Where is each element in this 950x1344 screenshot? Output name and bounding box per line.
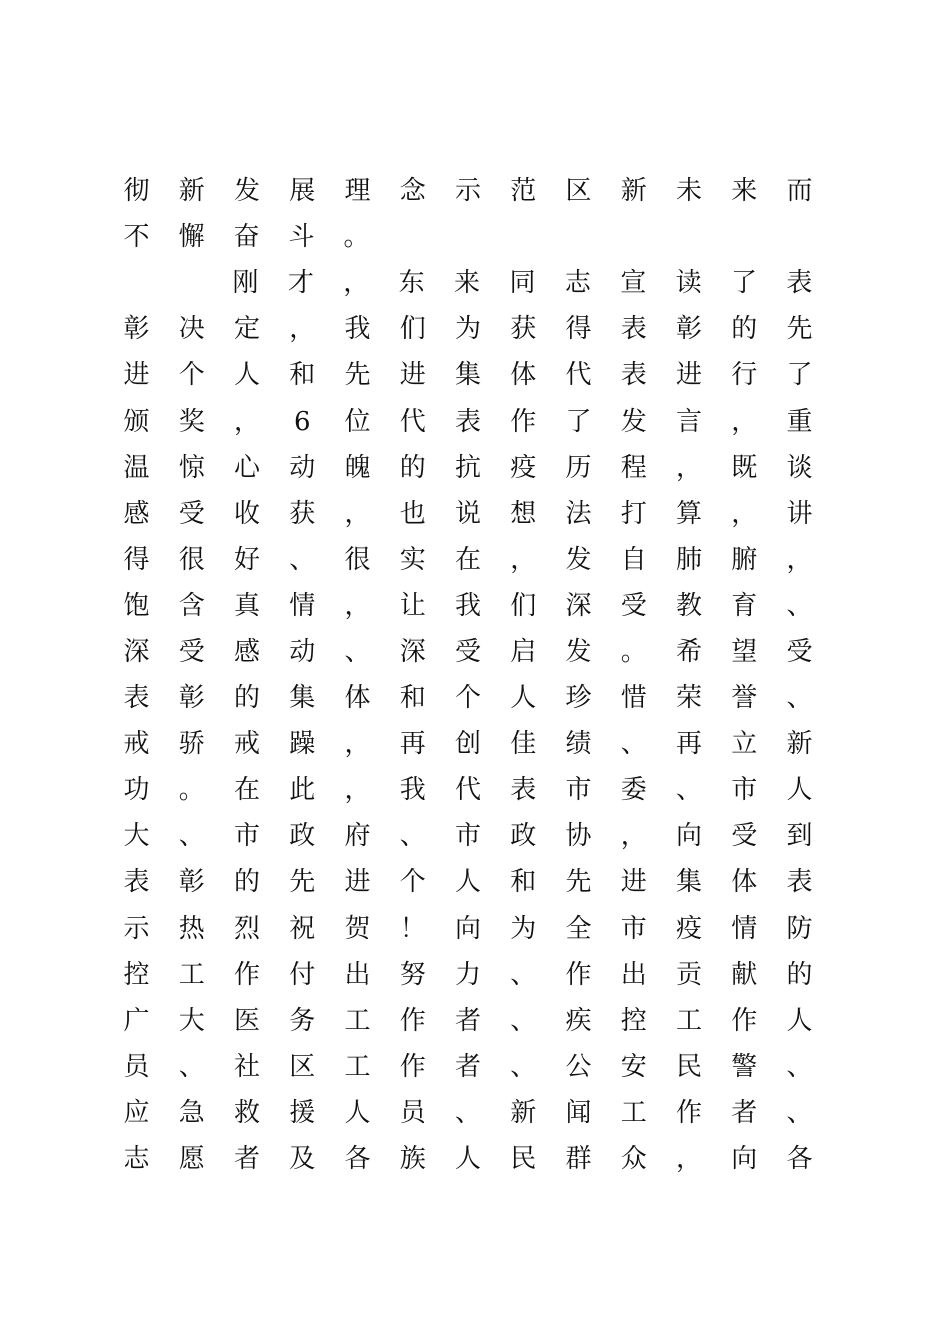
text-char: 表 xyxy=(510,775,537,806)
text-char: 再 xyxy=(675,729,702,760)
text-char: 受 xyxy=(178,636,205,667)
text-char: 者 xyxy=(454,1005,481,1036)
body-text xyxy=(123,168,813,1182)
text-char: 志 xyxy=(123,1144,150,1175)
text-char: 众 xyxy=(620,1144,647,1175)
text-char: 员 xyxy=(399,1097,426,1128)
text-char: 希 xyxy=(675,636,702,667)
text-char: 政 xyxy=(289,821,316,852)
text-char: 作 xyxy=(399,1051,426,1082)
text-char: 各 xyxy=(786,1144,813,1175)
text-line xyxy=(123,352,813,398)
text-char: 先 xyxy=(786,314,813,345)
text-char: 动 xyxy=(289,452,316,483)
text-char: ， xyxy=(731,406,758,437)
text-char: 宣 xyxy=(620,268,647,299)
text-char: 实 xyxy=(399,544,426,575)
text-char: 彻 xyxy=(123,176,150,207)
text-char: 大 xyxy=(178,1005,205,1036)
text-char: 全 xyxy=(565,913,592,944)
text-char: 戒 xyxy=(233,729,260,760)
text-char: 荣 xyxy=(675,683,702,714)
text-char: 作 xyxy=(565,959,592,990)
text-char: 既 xyxy=(731,452,758,483)
text-line xyxy=(123,583,813,629)
text-line xyxy=(123,537,813,583)
text-char: 同 xyxy=(509,268,536,299)
text-char: 感 xyxy=(233,636,260,667)
text-char: 为 xyxy=(510,913,537,944)
text-char: 、 xyxy=(178,821,205,852)
text-char: 东 xyxy=(398,268,425,299)
text-char: 了 xyxy=(565,406,592,437)
text-char: 收 xyxy=(233,498,260,529)
text-char: ， xyxy=(344,775,371,806)
text-char: 算 xyxy=(675,498,702,529)
text-char: 作 xyxy=(731,1005,758,1036)
text-char: 彰 xyxy=(178,867,205,898)
text-char: 愿 xyxy=(178,1144,205,1175)
text-char: 自 xyxy=(620,544,647,575)
text-char: 受 xyxy=(178,498,205,529)
text-char: 作 xyxy=(399,1005,426,1036)
text-char: ， xyxy=(675,1144,702,1175)
text-char: ， xyxy=(731,498,758,529)
text-char: 市 xyxy=(620,913,647,944)
text-char: ！ xyxy=(399,913,426,944)
text-char: 教 xyxy=(675,590,702,621)
text-line xyxy=(123,306,813,352)
text-line xyxy=(123,1136,813,1182)
text-char: 行 xyxy=(731,360,758,391)
text-char: 绩 xyxy=(565,729,592,760)
text-char: 者 xyxy=(454,1051,481,1082)
text-char: 安 xyxy=(620,1051,647,1082)
text-char: 心 xyxy=(233,452,260,483)
text-char: 的 xyxy=(786,959,813,990)
text-char: 体 xyxy=(731,867,758,898)
text-char: 协 xyxy=(565,821,592,852)
text-char: 说 xyxy=(454,498,481,529)
text-char: ， xyxy=(233,406,260,437)
text-char: 功 xyxy=(123,775,150,806)
text-char: 深 xyxy=(123,636,150,667)
text-char: 工 xyxy=(620,1097,647,1128)
text-char: 、 xyxy=(399,821,426,852)
text-char: 、 xyxy=(786,683,813,714)
text-char: 腑 xyxy=(731,544,758,575)
text-char: 在 xyxy=(454,544,481,575)
text-char: 定 xyxy=(233,314,260,345)
text-char: 受 xyxy=(454,636,481,667)
text-char: 民 xyxy=(510,1144,537,1175)
text-char: 彰 xyxy=(123,314,150,345)
text-char: 发 xyxy=(565,636,592,667)
text-char: 代 xyxy=(565,360,592,391)
text-char: 戒 xyxy=(123,729,150,760)
text-char: 公 xyxy=(565,1051,592,1082)
text-char: 出 xyxy=(344,959,371,990)
text-char: 防 xyxy=(786,913,813,944)
text-char: 表 xyxy=(786,268,813,299)
text-char: 启 xyxy=(510,636,537,667)
text-char: 和 xyxy=(289,360,316,391)
text-char: 进 xyxy=(620,867,647,898)
text-char: 工 xyxy=(675,1005,702,1036)
text-char: ， xyxy=(289,314,316,345)
text-char: 深 xyxy=(565,590,592,621)
text-char: 志 xyxy=(564,268,591,299)
text-char: 作 xyxy=(233,959,260,990)
text-char: 、 xyxy=(510,1051,537,1082)
text-char: 广 xyxy=(123,1005,150,1036)
text-char: ， xyxy=(344,498,371,529)
text-char: 深 xyxy=(399,636,426,667)
text-line xyxy=(123,629,813,675)
text-char: 付 xyxy=(289,959,316,990)
text-char: 发 xyxy=(565,544,592,575)
text-char: 誉 xyxy=(731,683,758,714)
text-char: 来 xyxy=(731,176,758,207)
text-char: 我 xyxy=(344,314,371,345)
text-char: 彰 xyxy=(675,314,702,345)
text-char: 动 xyxy=(289,636,316,667)
text-char: 展 xyxy=(289,176,316,207)
text-line xyxy=(123,491,813,537)
text-char: 先 xyxy=(289,867,316,898)
text-char: 、 xyxy=(454,1097,481,1128)
text-char: 员 xyxy=(123,1051,150,1082)
text-char: 范 xyxy=(510,176,537,207)
text-char: ， xyxy=(620,821,647,852)
text-char: 集 xyxy=(289,683,316,714)
text-char: 及 xyxy=(289,1144,316,1175)
text-char: 斗 xyxy=(288,222,315,253)
text-char: 们 xyxy=(399,314,426,345)
text-char: 集 xyxy=(675,867,702,898)
text-char: 情 xyxy=(731,913,758,944)
text-char: 示 xyxy=(123,913,150,944)
text-char: 代 xyxy=(454,775,481,806)
text-char: 急 xyxy=(178,1097,205,1128)
text-char: 的 xyxy=(731,314,758,345)
text-char: 言 xyxy=(675,406,702,437)
text-line xyxy=(123,1090,813,1136)
text-char: 进 xyxy=(344,867,371,898)
text-char: 人 xyxy=(454,1144,481,1175)
text-char: 救 xyxy=(233,1097,260,1128)
text-char: 祝 xyxy=(289,913,316,944)
text-char: 新 xyxy=(786,729,813,760)
text-char: 魄 xyxy=(344,452,371,483)
text-char: 和 xyxy=(399,683,426,714)
text-char: ， xyxy=(786,544,813,575)
text-char: 贡 xyxy=(675,959,702,990)
text-char: 打 xyxy=(620,498,647,529)
text-char: 佳 xyxy=(510,729,537,760)
text-char: 作 xyxy=(510,406,537,437)
text-char: 很 xyxy=(344,544,371,575)
text-char: 程 xyxy=(620,452,647,483)
text-char: 未 xyxy=(675,176,702,207)
text-char: 为 xyxy=(454,314,481,345)
text-char: 人 xyxy=(786,1005,813,1036)
text-char: 了 xyxy=(731,268,758,299)
text-char: 疾 xyxy=(565,1005,592,1036)
text-char: 位 xyxy=(344,406,371,437)
text-char: 向 xyxy=(454,913,481,944)
text-char: 抗 xyxy=(454,452,481,483)
text-char: 躁 xyxy=(289,729,316,760)
text-line xyxy=(123,168,813,214)
text-char: 立 xyxy=(731,729,758,760)
text-char: 此 xyxy=(289,775,316,806)
text-char: 各 xyxy=(344,1144,371,1175)
text-char: ， xyxy=(675,452,702,483)
text-char: 表 xyxy=(454,406,481,437)
text-line xyxy=(123,1044,813,1090)
text-char: 彰 xyxy=(178,683,205,714)
text-char: 进 xyxy=(123,360,150,391)
text-char: 人 xyxy=(233,360,260,391)
text-char: 努 xyxy=(399,959,426,990)
text-char: 好 xyxy=(233,544,260,575)
text-char: 市 xyxy=(233,821,260,852)
text-char: 表 xyxy=(620,314,647,345)
text-char: ， xyxy=(343,268,370,299)
text-char: 表 xyxy=(620,360,647,391)
text-char: 、 xyxy=(620,729,647,760)
text-char: 医 xyxy=(233,1005,260,1036)
text-char: 控 xyxy=(620,1005,647,1036)
text-char: 新 xyxy=(178,176,205,207)
text-char: 市 xyxy=(731,775,758,806)
text-char: 表 xyxy=(123,683,150,714)
text-char: 想 xyxy=(510,498,537,529)
text-char: 应 xyxy=(123,1097,150,1128)
text-char: 来 xyxy=(454,268,481,299)
text-char: ， xyxy=(344,729,371,760)
text-char: 历 xyxy=(565,452,592,483)
text-char: 闻 xyxy=(565,1097,592,1128)
text-char: 谈 xyxy=(786,452,813,483)
text-char: 的 xyxy=(233,683,260,714)
text-char: 出 xyxy=(620,959,647,990)
text-char: 、 xyxy=(178,1051,205,1082)
text-char: 颁 xyxy=(123,406,150,437)
text-char: 控 xyxy=(123,959,150,990)
text-line xyxy=(123,214,813,260)
text-char: 获 xyxy=(289,498,316,529)
text-char: 温 xyxy=(123,452,150,483)
text-char: 区 xyxy=(289,1051,316,1082)
text-char: 、 xyxy=(786,1097,813,1128)
text-char: 表 xyxy=(786,867,813,898)
text-char: 力 xyxy=(454,959,481,990)
text-char: 让 xyxy=(399,590,426,621)
text-char: 大 xyxy=(123,821,150,852)
text-char: 奋 xyxy=(233,222,260,253)
text-char: 很 xyxy=(178,544,205,575)
text-char: 不 xyxy=(123,222,150,253)
text-char: 热 xyxy=(178,913,205,944)
text-char: 含 xyxy=(178,590,205,621)
text-char: 群 xyxy=(565,1144,592,1175)
text-char: 饱 xyxy=(123,590,150,621)
text-char: 到 xyxy=(786,821,813,852)
text-char: 、 xyxy=(510,1005,537,1036)
text-char: 民 xyxy=(675,1051,702,1082)
text-char: 、 xyxy=(510,959,537,990)
text-char: 惜 xyxy=(620,683,647,714)
text-char: 作 xyxy=(675,1097,702,1128)
text-char: 感 xyxy=(123,498,150,529)
text-char: 区 xyxy=(565,176,592,207)
text-line xyxy=(123,445,813,491)
text-char: 个 xyxy=(454,683,481,714)
text-char: 、 xyxy=(344,636,371,667)
text-char: 。 xyxy=(178,775,205,806)
text-char: 受 xyxy=(786,636,813,667)
text-char: 们 xyxy=(510,590,537,621)
text-char: ， xyxy=(510,544,537,575)
text-char: 市 xyxy=(454,821,481,852)
text-char: 刚 xyxy=(232,268,259,299)
text-char: 进 xyxy=(675,360,702,391)
text-char: 人 xyxy=(344,1097,371,1128)
text-char: 政 xyxy=(510,821,537,852)
text-char: 创 xyxy=(454,729,481,760)
text-line xyxy=(123,721,813,767)
text-char: 读 xyxy=(675,268,702,299)
text-char: 肺 xyxy=(675,544,702,575)
text-char: 体 xyxy=(510,360,537,391)
text-line xyxy=(123,767,813,813)
text-char: 疫 xyxy=(675,913,702,944)
text-char: 才 xyxy=(287,268,314,299)
text-char: 骄 xyxy=(178,729,205,760)
text-char: 望 xyxy=(731,636,758,667)
text-char: 真 xyxy=(233,590,260,621)
text-char: 得 xyxy=(565,314,592,345)
text-char: 示 xyxy=(454,176,481,207)
text-char: 、 xyxy=(786,590,813,621)
text-char: 族 xyxy=(399,1144,426,1175)
text-char: 向 xyxy=(731,1144,758,1175)
text-char: 市 xyxy=(565,775,592,806)
text-char: 懈 xyxy=(178,222,205,253)
text-char: 人 xyxy=(510,683,537,714)
text-char: 新 xyxy=(510,1097,537,1128)
text-line xyxy=(123,398,813,444)
text-line xyxy=(123,906,813,952)
text-line xyxy=(123,260,813,306)
text-char: 惊 xyxy=(178,452,205,483)
text-char: 育 xyxy=(731,590,758,621)
text-char: 我 xyxy=(399,775,426,806)
text-char: 体 xyxy=(344,683,371,714)
text-char: 者 xyxy=(731,1097,758,1128)
text-char: 。 xyxy=(620,636,647,667)
text-char: 我 xyxy=(454,590,481,621)
text-char: 疫 xyxy=(510,452,537,483)
text-char: 、 xyxy=(289,544,316,575)
text-char: 人 xyxy=(454,867,481,898)
text-char: 府 xyxy=(344,821,371,852)
text-line xyxy=(123,859,813,905)
text-char: 获 xyxy=(510,314,537,345)
text-char: 表 xyxy=(123,867,150,898)
text-char: 援 xyxy=(289,1097,316,1128)
text-char: 决 xyxy=(178,314,205,345)
text-char: 委 xyxy=(620,775,647,806)
text-char: 警 xyxy=(731,1051,758,1082)
text-char: 向 xyxy=(675,821,702,852)
text-char: 烈 xyxy=(233,913,260,944)
text-char: 个 xyxy=(178,360,205,391)
text-char: 发 xyxy=(620,406,647,437)
text-char: 法 xyxy=(565,498,592,529)
text-char: 的 xyxy=(399,452,426,483)
text-char: 先 xyxy=(344,360,371,391)
text-char: 在 xyxy=(233,775,260,806)
text-char: 人 xyxy=(786,775,813,806)
text-char: 社 xyxy=(233,1051,260,1082)
text-char: 、 xyxy=(786,1051,813,1082)
text-char: 代 xyxy=(399,406,426,437)
text-char: 受 xyxy=(731,821,758,852)
text-char: 和 xyxy=(510,867,537,898)
text-char: 。 xyxy=(343,222,370,253)
text-char: 珍 xyxy=(565,683,592,714)
text-char: ， xyxy=(344,590,371,621)
text-char: 6 xyxy=(293,406,311,437)
text-char: 也 xyxy=(399,498,426,529)
text-char: 务 xyxy=(289,1005,316,1036)
text-char: 工 xyxy=(344,1051,371,1082)
text-char: 发 xyxy=(233,176,260,207)
text-char: 新 xyxy=(620,176,647,207)
text-char: 献 xyxy=(731,959,758,990)
text-char: 个 xyxy=(399,867,426,898)
text-line xyxy=(123,952,813,998)
text-char: 工 xyxy=(178,959,205,990)
text-line xyxy=(123,813,813,859)
text-char: 而 xyxy=(786,176,813,207)
text-char: 念 xyxy=(399,176,426,207)
text-char: 贺 xyxy=(344,913,371,944)
text-char: 了 xyxy=(786,360,813,391)
text-line xyxy=(123,675,813,721)
text-char: 的 xyxy=(233,867,260,898)
text-char: 奖 xyxy=(178,406,205,437)
text-char: 得 xyxy=(123,544,150,575)
text-char: 受 xyxy=(620,590,647,621)
text-char: 集 xyxy=(454,360,481,391)
text-char: 进 xyxy=(399,360,426,391)
text-line xyxy=(123,998,813,1044)
text-char: 理 xyxy=(344,176,371,207)
text-char: 、 xyxy=(675,775,702,806)
text-char: 讲 xyxy=(786,498,813,529)
text-char: 先 xyxy=(565,867,592,898)
text-char: 重 xyxy=(786,406,813,437)
text-char: 者 xyxy=(233,1144,260,1175)
text-char: 情 xyxy=(289,590,316,621)
text-char: 工 xyxy=(344,1005,371,1036)
text-char: 再 xyxy=(399,729,426,760)
